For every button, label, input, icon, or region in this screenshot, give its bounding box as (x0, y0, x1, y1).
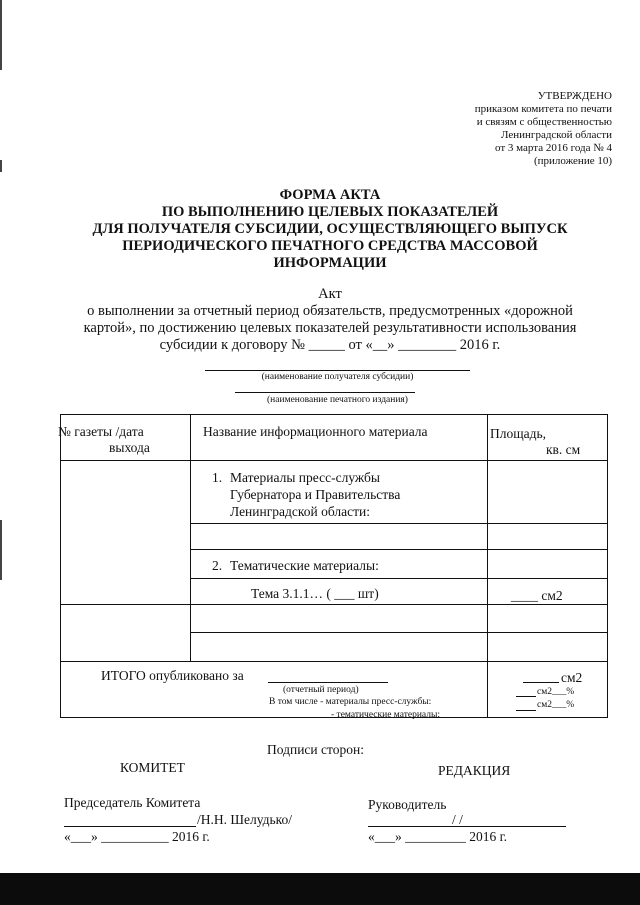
item-number: 1. (212, 470, 223, 485)
approval-line: (приложение 10) (533, 155, 612, 167)
manager-role: Руководитель (368, 797, 447, 812)
header-issue-date: № газеты /дата (58, 424, 144, 439)
approval-line: и связям с общественностью (476, 116, 612, 128)
item-press-service-line: Материалы пресс-службы (230, 470, 380, 485)
total-incl-thematic: - тематические материалы: (331, 710, 440, 720)
approval-line: приказом комитета по печати (474, 103, 612, 115)
form-title-line: ДЛЯ ПОЛУЧАТЕЛЯ СУБСИДИИ, ОСУЩЕСТВЛЯЮЩЕГО ВЫПУСК (92, 221, 568, 237)
scan-bottom-edge (0, 873, 640, 905)
item-thematic-materials: Тематические материалы: (230, 558, 379, 573)
publication-caption: (наименование печатного издания) (267, 395, 408, 405)
header-material-name: Название информационного материала (203, 424, 428, 439)
approval-line: УТВЕРЖДЕНО (537, 90, 612, 102)
approval-line: Ленинградской области (501, 129, 612, 141)
manager-signature-line[interactable] (368, 826, 566, 827)
form-title-line: ПЕРИОДИЧЕСКОГО ПЕЧАТНОГО СРЕДСТВА МАССОВОЙ (122, 238, 538, 254)
chairman-date: «___» __________ 2016 г. (64, 829, 210, 844)
recipient-caption: (наименование получателя субсидии) (261, 372, 414, 382)
total-period-caption: (отчетный период) (283, 685, 359, 695)
header-issue-date-cont: выхода (109, 440, 150, 455)
header-area-unit: кв. см (546, 442, 581, 457)
manager-signature-slashes: / / (452, 812, 463, 827)
total-press-area: см2___% (537, 687, 575, 697)
act-heading: Акт (318, 286, 342, 302)
signatures-heading: Подписи сторон: (267, 742, 364, 757)
form-title-line: ПО ВЫПОЛНЕНИЮ ЦЕЛЕВЫХ ПОКАЗАТЕЛЕЙ (161, 204, 499, 220)
total-thematic-area: см2___% (537, 700, 575, 710)
chairman-role: Председатель Комитета (64, 795, 201, 810)
approval-line: от 3 марта 2016 года № 4 (494, 142, 612, 154)
topic-row-area: ____ см2 (511, 588, 563, 603)
form-title-line: ИНФОРМАЦИИ (273, 255, 387, 271)
total-incl-press: В том числе - материалы пресс-службы: (269, 697, 432, 707)
total-area-unit: см2 (561, 670, 583, 685)
chairman-name: /Н.Н. Шелудько/ (197, 812, 293, 827)
chairman-signature-line[interactable] (64, 826, 196, 827)
topic-row-label: Тема 3.1.1… ( ___ шт) (251, 586, 379, 601)
act-text-line: о выполнении за отчетный период обязательств, предусмотренных «дорожной (87, 303, 573, 319)
act-text-line: картой», по достижению целевых показателей результативности использования (83, 320, 577, 336)
committee-party: КОМИТЕТ (120, 760, 185, 775)
item-press-service-line: Губернатора и Правительства (230, 487, 401, 502)
item-press-service-line: Ленинградской области: (230, 504, 370, 519)
act-text-line: субсидии к договору № _____ от «__» ________ 2016 г. (159, 337, 501, 353)
manager-date: «___» _________ 2016 г. (368, 829, 508, 844)
total-published-label: ИТОГО опубликовано за (101, 668, 244, 683)
item-number: 2. (212, 558, 223, 573)
form-title-line: ФОРМА АКТА (279, 187, 381, 203)
header-area: Площадь, (490, 426, 547, 441)
editorial-party: РЕДАКЦИЯ (438, 763, 511, 778)
